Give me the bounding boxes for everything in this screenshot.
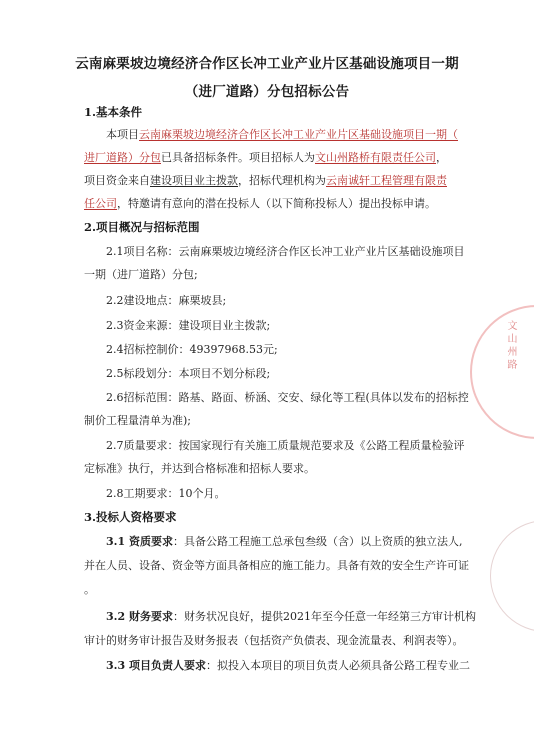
s1-l1-text: 本项目: [106, 128, 139, 141]
item-2-1-line1: 2.1项目名称：云南麻栗坡边境经济合作区长冲工业产业片区基础设施项目: [106, 245, 465, 258]
item-2-7-line2: 定标准》执行，并达到合格标准和招标人要求。: [84, 462, 315, 475]
section-2-heading: 2.项目概况与招标范围: [84, 220, 200, 234]
item-2-3: 2.3资金来源：建设项目业主拨款;: [106, 319, 271, 332]
item-3-1-line3: 。: [84, 583, 95, 596]
tenderer-name: 文山州路桥有限责任公司: [315, 151, 436, 164]
item-3-3-text: ：拟投入本项目的项目负责人必须具备公路工程专业二: [205, 659, 470, 672]
item-2-7-line1: 2.7质量要求：按国家现行有关施工质量规范要求及《公路工程质量检验评: [106, 439, 465, 452]
s1-l3-text-a: 项目资金来自: [84, 174, 150, 187]
item-3-2-line2: 审计的财务审计报告及财务报表（包括资产负债表、现金流量表、利润表等）。: [84, 634, 464, 647]
s1-l4-text: ，特邀请有意向的潜在投标人（以下简称投标人）提出投标申请。: [117, 197, 436, 210]
item-2-6-line2: 制价工程量清单为准);: [84, 414, 191, 427]
item-3-3-label: 3.3 项目负责人要求: [106, 659, 206, 672]
item-2-4: 2.4招标控制价：49397968.53元;: [106, 343, 278, 356]
item-3-2-text: ：财务状况良好，提供2021年至今任意一年经第三方审计机构: [172, 610, 476, 623]
item-2-1-line2: 一期（进厂道路）分包;: [84, 268, 198, 281]
s1-l2-text: 已具备招标条件。项目招标人为: [161, 151, 315, 164]
section-1-heading: 1.基本条件: [84, 105, 143, 119]
item-3-1-line2: 并在人员、设备、资金等方面具备相应的施工能力。具备有效的安全生产许可证: [84, 559, 469, 572]
funding-source: 建设项目业主拨款: [150, 174, 238, 187]
s1-l2-comma: ，: [436, 151, 447, 164]
s1-line-2: [84, 149, 447, 165]
item-3-1-label: 3.1 资质要求: [106, 535, 173, 548]
item-3-1-text: ：具备公路工程施工总承包叁级（含）以上资质的独立法人,: [172, 535, 463, 548]
s1-l3-text-b: ，招标代理机构为: [238, 174, 326, 187]
item-2-2: 2.2建设地点：麻栗坡县;: [106, 294, 227, 307]
s1-line-3: [84, 172, 447, 188]
doc-title-line1: 云南麻栗坡边境经济合作区长冲工业产业片区基础设施项目一期: [75, 56, 459, 72]
item-2-8: 2.8工期要求：10个月。: [106, 487, 226, 500]
faint-seal: [490, 520, 534, 632]
item-3-2-label: 3.2 财务要求: [106, 610, 173, 623]
item-2-5: 2.5标段划分：本项目不划分标段;: [106, 367, 271, 380]
item-2-6-line1: 2.6招标范围：路基、路面、桥涵、交安、绿化等工程(具体以发布的招标控: [106, 391, 469, 404]
s1-line-1: [106, 126, 458, 142]
project-name-underlined: 云南麻栗坡边境经济合作区长冲工业产业片区基础设施项目一期（: [139, 128, 458, 141]
agency-name: 云南诚轩工程管理有限责: [326, 174, 447, 187]
item-3-2-line1: [106, 608, 476, 624]
agency-name-cont: 任公司: [84, 197, 117, 210]
doc-title-line2: （进厂道路）分包招标公告: [184, 84, 350, 100]
official-seal-text: 文山州路: [505, 320, 516, 372]
item-3-3-line1: [106, 657, 470, 673]
project-name-underlined-cont: 进厂道路）分包: [84, 151, 161, 164]
s1-line-4: [84, 195, 436, 211]
item-3-1-line1: [106, 533, 462, 549]
section-3-heading: 3.投标人资格要求: [84, 510, 177, 524]
